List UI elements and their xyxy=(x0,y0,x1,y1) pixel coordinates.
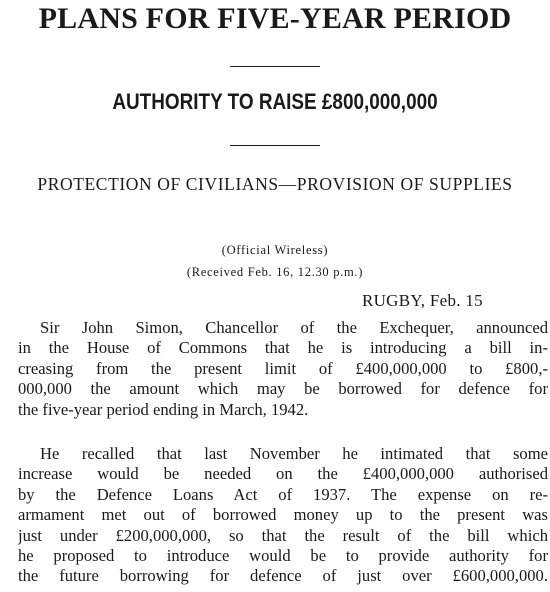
paragraph-2 xyxy=(18,444,548,587)
credit-source: (Official Wireless) xyxy=(221,243,329,257)
paragraph-line: the future borrowing for defence of just over £600,000,000. xyxy=(18,566,548,586)
paragraph-line: 000,000 the amount which may be borrowed for defence for xyxy=(18,379,548,399)
paragraph-line: armament met out of borrowed money up to the present was xyxy=(18,505,548,525)
deck-heading: PROTECTION OF CIVILIANS—PROVISION OF SUPPLIES xyxy=(37,174,513,194)
credit-received: (Received Feb. 16, 12.30 p.m.) xyxy=(186,265,364,279)
divider-rule xyxy=(230,145,320,146)
divider-rule xyxy=(230,66,320,67)
paragraph-line: he proposed to introduce would be to provide authority for xyxy=(18,545,548,565)
paragraph-line: He recalled that last November he intimated that some xyxy=(40,444,548,463)
paragraph-line: by the Defence Loans Act of 1937. The expense on re- xyxy=(18,484,548,504)
paragraph-line: just under £200,000,000, so that the result of the bill which xyxy=(18,525,548,545)
headline: PLANS FOR FIVE-YEAR PERIOD xyxy=(38,2,512,35)
dateline: RUGBY, Feb. 15 xyxy=(361,291,483,310)
paragraph-line: the five-year period ending in March, 1942. xyxy=(18,399,309,419)
paragraph-line: Sir John Simon, Chancellor of the Exchequer, announced xyxy=(40,318,548,337)
paragraph-1 xyxy=(18,318,548,420)
paragraph-line: creasing from the present limit of £400,000,000 to £800,- xyxy=(18,358,548,378)
paragraph-line: increase would be needed on the £400,000,000 authorised xyxy=(18,464,548,484)
subheadline: AUTHORITY TO RAISE £800,000,000 xyxy=(112,89,438,114)
paragraph-line: in the House of Commons that he is introducing a bill in- xyxy=(18,338,548,358)
